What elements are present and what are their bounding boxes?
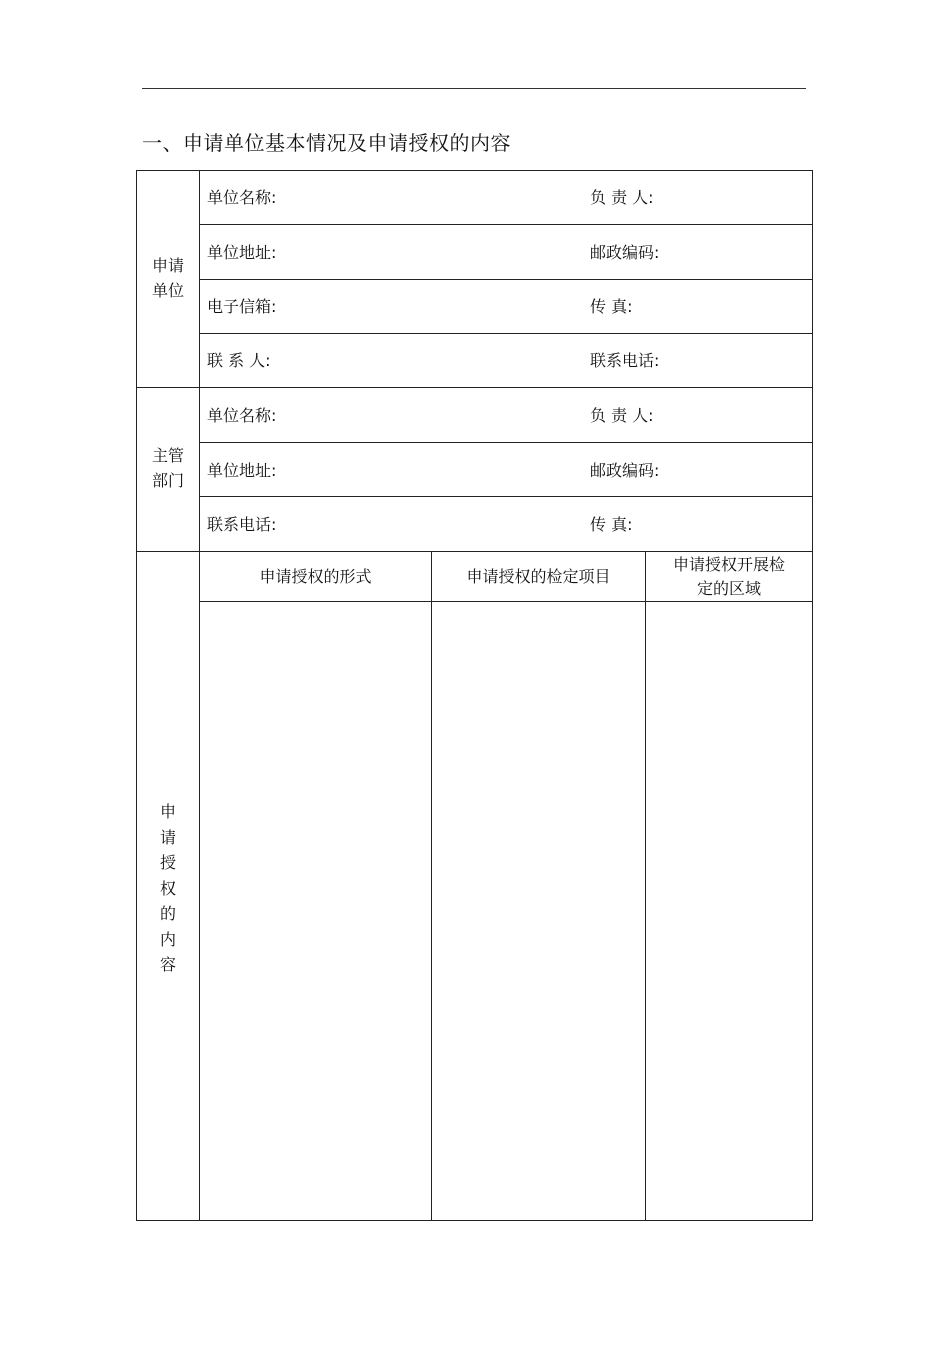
applicant-email-field[interactable]: 电子信箱:	[207, 297, 277, 316]
section-divider	[137, 387, 812, 388]
row-divider	[199, 333, 812, 334]
applicant-group-label	[137, 253, 199, 303]
vertical-label-char: 授	[159, 853, 176, 872]
authority-address-field[interactable]: 单位地址:	[207, 461, 277, 480]
row-divider	[199, 279, 812, 280]
header-rule	[142, 88, 806, 89]
applicant-contact-field[interactable]: 联 系 人:	[207, 351, 271, 370]
row-divider	[199, 496, 812, 497]
authority-group-label	[137, 443, 199, 493]
group-label-line: 单位	[151, 281, 184, 300]
vertical-label-char: 内	[159, 929, 176, 949]
vertical-label-char: 的	[159, 904, 176, 923]
applicant-postcode-field[interactable]: 邮政编码:	[590, 243, 660, 262]
section-title: 一、申请单位基本情况及申请授权的内容	[142, 131, 511, 155]
applicant-principal-field[interactable]: 负 责 人:	[590, 188, 654, 207]
group-label-line: 申请	[151, 256, 184, 275]
authority-fax-field[interactable]: 传 真:	[590, 515, 633, 534]
vertical-label-char: 容	[159, 955, 176, 974]
content-group-label	[137, 799, 199, 978]
group-label-line: 主管	[151, 446, 184, 465]
verification-region-input-area[interactable]	[646, 602, 812, 1220]
applicant-address-field[interactable]: 单位地址:	[207, 243, 277, 262]
applicant-phone-field[interactable]: 联系电话:	[590, 351, 660, 370]
authorization-form-input-area[interactable]	[200, 602, 431, 1220]
column-header-line: 申请授权开展检	[672, 554, 785, 574]
authority-postcode-field[interactable]: 邮政编码:	[590, 461, 660, 480]
row-divider	[199, 224, 812, 225]
column-header-verification-items: 申请授权的检定项目	[466, 566, 611, 586]
column-header-verification-region	[646, 552, 812, 601]
applicant-unit-name-field[interactable]: 单位名称:	[207, 188, 277, 207]
vertical-label-char: 申	[159, 802, 176, 821]
group-label-line: 部门	[151, 471, 184, 490]
authority-principal-field[interactable]: 负 责 人:	[590, 406, 654, 425]
column-header-authorization-form: 申请授权的形式	[259, 566, 372, 586]
column-header-line: 定的区域	[696, 578, 761, 598]
authority-phone-field[interactable]: 联系电话:	[207, 515, 277, 534]
row-divider	[199, 442, 812, 443]
vertical-label-char: 权	[159, 878, 176, 898]
authority-unit-name-field[interactable]: 单位名称:	[207, 406, 277, 425]
vertical-label-char: 请	[159, 827, 176, 847]
application-form	[136, 170, 813, 1221]
verification-items-input-area[interactable]	[432, 602, 645, 1220]
applicant-fax-field[interactable]: 传 真:	[590, 297, 633, 316]
